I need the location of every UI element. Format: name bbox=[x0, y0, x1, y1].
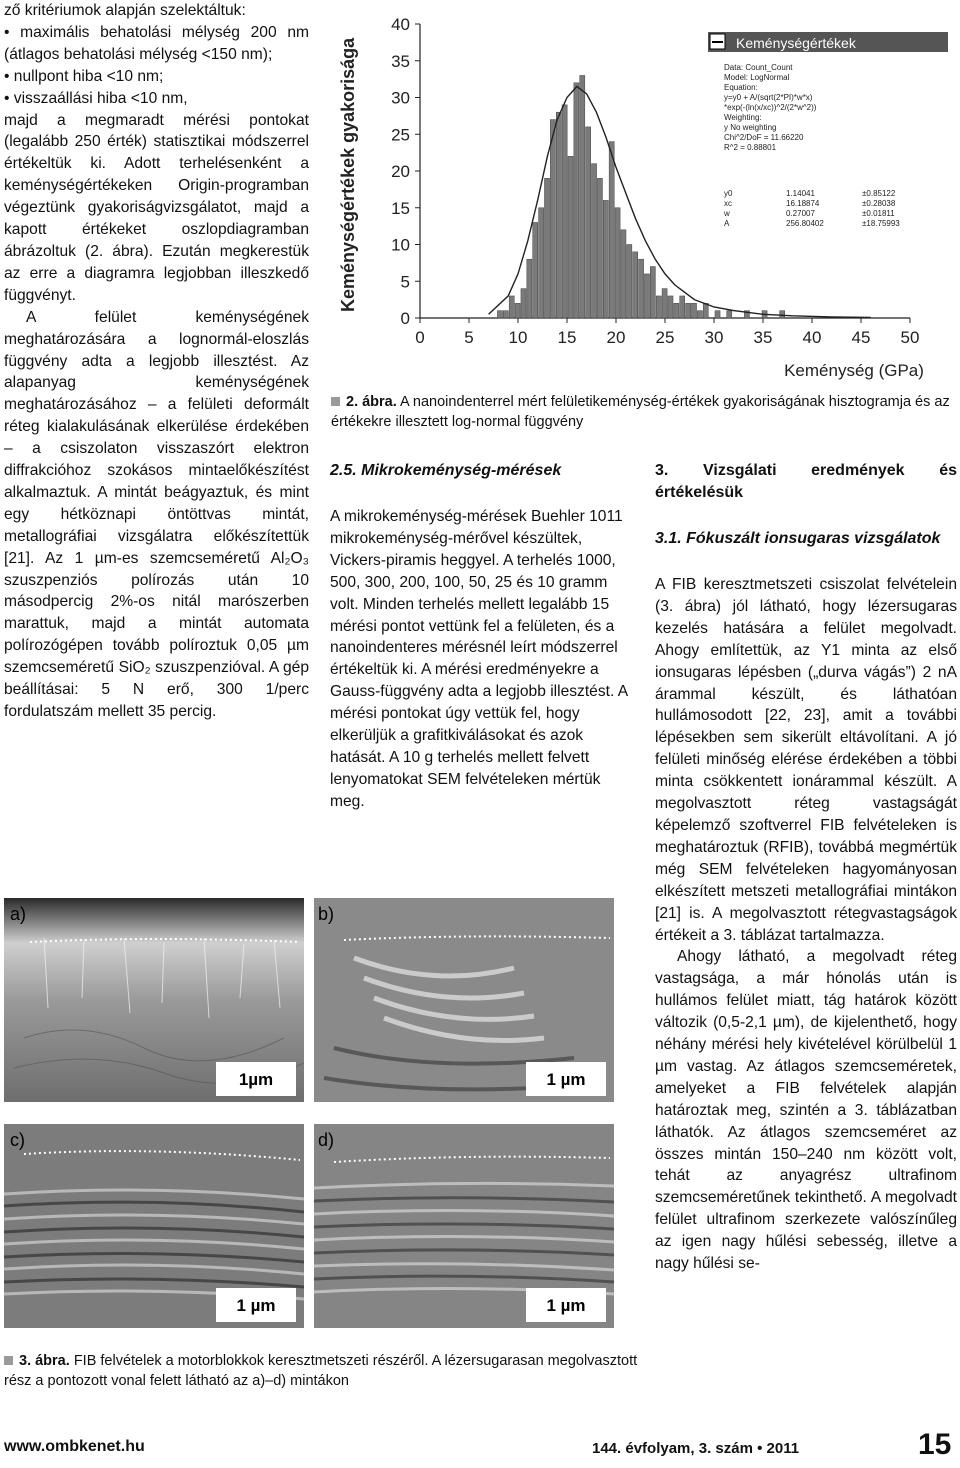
param-value: 1.14041 bbox=[786, 189, 815, 198]
histogram-bar bbox=[586, 127, 591, 318]
histogram-bar bbox=[656, 296, 661, 318]
y-tick-label: 10 bbox=[391, 235, 410, 255]
section-heading: 2.5. Mikrokeménység-mérések bbox=[330, 462, 562, 479]
middle-column bbox=[330, 460, 632, 813]
histogram-bar bbox=[644, 274, 649, 318]
histogram-bar bbox=[550, 120, 555, 318]
x-axis-label: Keménység (GPa) bbox=[784, 361, 924, 380]
paragraph: Ahogy látható, a megolvadt réteg vastagsága, a már hónolás után is hullámos felület miatt, tág határok között változik (0,5-2,1 µm), de kijelenthető, hogy néhány mérési hely kivételével körülbelül 1 µm vastag. Az átlagos szemcseméretek, amelyeket a FIB felvételek alapján határoztak meg, szintén a 3. táblázatban láthatók. Az átlagos szemcseméret az összes mintán 150–240 nm között volt, tehát az anyagrész ultrafinom szemcseméretűnek tekinthető. A megolvadt felület ultrafinom szerkezete valószínűleg az igen nagy hűlési sebesség, illetve a nagy hűlési se- bbox=[655, 948, 957, 1273]
panel-label: d) bbox=[318, 1130, 335, 1150]
param-error: ±18.75993 bbox=[862, 219, 900, 228]
journal-url[interactable]: www.ombkenet.hu bbox=[4, 1438, 145, 1455]
y-tick-label: 30 bbox=[391, 88, 410, 108]
legend-line: Weighting: bbox=[724, 113, 762, 122]
x-tick-label: 35 bbox=[753, 328, 773, 347]
caption-text: FIB felvételek a motorblokkok keresztmetszeti részéről. A lézersugarasan megolvasztott rész a pontozott vonal felett látható az a)–d) mintákon bbox=[4, 1353, 638, 1389]
histogram-bar bbox=[727, 311, 732, 318]
y-tick-label: 0 bbox=[400, 309, 410, 328]
y-tick-label: 35 bbox=[391, 51, 410, 71]
issue-info: 144. évfolyam, 3. szám • 2011 bbox=[592, 1440, 800, 1457]
caption-marker-icon bbox=[331, 397, 340, 406]
legend-line: Chi^2/DoF = 11.66220 bbox=[724, 133, 804, 142]
histogram-bar bbox=[680, 296, 685, 318]
histogram-bar bbox=[615, 208, 620, 318]
y-tick-label: 25 bbox=[391, 125, 410, 145]
histogram-bar bbox=[650, 267, 655, 318]
scale-bar-label: 1 µm bbox=[546, 1296, 586, 1315]
x-tick-label: 45 bbox=[851, 328, 871, 347]
histogram-bar bbox=[639, 259, 644, 318]
scale-bar-label: 1 µm bbox=[546, 1070, 586, 1089]
paragraph: A felület keménységének meghatározására a lognormál-eloszlás függvény adta a legjobb illesztést. Az alapanyag keménységének meghatározásához – a felületi deformált réteg kialakulásának elkerülése érdekében – a csiszolaton visszaszórt elektron diffrakcióhoz szokásos mintaelőkészítést alkalmaztuk. A mintát beágyaztuk, és mint egy hétköznapi öntöttvas mintát, metallográfiai vizsgálatra előkészítettük [21]. Az 1 µm-es szemcseméretű Al₂O₃ szuszpenziós polírozás után 10 másodpercig 2%-os nitál marószerben marattuk, majd a mintát automata polírozógépen tovább políroztuk 0,05 µm szemcseméretű SiO₂ szuszpenzióval. A gép beállításai: 5 N erő, 300 1/perc fordulatszám mellett 35 percig. bbox=[4, 308, 309, 720]
legend-line: R^2 = 0.88801 bbox=[724, 143, 777, 152]
histogram-bar bbox=[715, 311, 720, 318]
param-name: xc bbox=[724, 199, 732, 208]
x-tick-label: 30 bbox=[704, 328, 724, 347]
page-number: 15 bbox=[918, 1428, 952, 1461]
panel-label: c) bbox=[10, 1130, 25, 1150]
sem-panel-b bbox=[314, 898, 614, 1102]
histogram-bar bbox=[691, 303, 696, 318]
histogram-bar bbox=[603, 200, 608, 318]
caption-text: A nanoindenterrel mért felületikeménység-értékek gyakoriságának hisztogramja és az értékekre illesztett log-normal függvény bbox=[331, 394, 950, 430]
sem-panel-a bbox=[4, 898, 304, 1102]
caption-marker-icon bbox=[4, 1356, 13, 1365]
x-tick-label: 20 bbox=[606, 328, 626, 347]
histogram-bar bbox=[521, 289, 526, 318]
legend-line: y No weighting bbox=[724, 123, 777, 132]
bullet-item: • visszaállási hiba <10 nm, bbox=[4, 88, 309, 110]
param-error: ±0.28038 bbox=[862, 199, 896, 208]
histogram-bar bbox=[527, 259, 532, 318]
paragraph: majd a megmaradt mérési pontokat (legalább 250 érték) statisztikai módszerrel értékeltük ki. Adott terhelésenként a keménységértékeken Origin-programban végeztünk gyakoriságvizsgálatot, majd a kapott értékeket oszlopdiagramban ábrázoltuk (2. ábra). Ezután megkerestük az erre a diagramra legjobban illeszkedő függvényt. bbox=[4, 111, 309, 304]
histogram-bar bbox=[597, 178, 602, 318]
histogram-bar bbox=[503, 311, 508, 318]
bullet-item: • nullpont hiba <10 nm; bbox=[4, 66, 309, 88]
left-column bbox=[4, 0, 309, 723]
histogram-bar bbox=[544, 178, 549, 318]
param-name: w bbox=[724, 209, 730, 218]
histogram-bar bbox=[668, 296, 673, 318]
paragraph: A mikrokeménység-mérések Buehler 1011 mikrokeménység-mérővel készültek, Vickers-piramis heggyel. A terhelés 1000, 500, 300, 200, 100, 50, 25 és 10 gramm volt. Minden terhelés mellett legalább 15 mérési pontot vettünk fel a felületen, és a nanoindenteres mérésnél leírt módszerrel értékeltük ki. A mérési eredményekre a Gauss-függvény adta a legjobb illesztést. A mérési pontokat úgy vettük fel, hogy elkerüljük a grafitkiválásokat és azok hatását. A 10 g terhelés mellett felvett lenyomatokat SEM felvételeken mértük meg. bbox=[330, 508, 628, 810]
figure-3-caption bbox=[4, 1351, 644, 1391]
bullet-item: • maximális behatolási mélység 200 nm (átlagos behatolási mélység <150 nm); bbox=[4, 22, 309, 66]
histogram-bar bbox=[533, 222, 538, 318]
sem-panel-c bbox=[4, 1124, 304, 1328]
legend-title: Keménységértékek bbox=[736, 35, 856, 51]
param-name: y0 bbox=[724, 189, 733, 198]
y-tick-label: 5 bbox=[400, 272, 410, 292]
x-tick-label: 25 bbox=[655, 328, 675, 347]
param-name: A bbox=[724, 219, 730, 228]
legend-line: y=y0 + A/(sqrt(2*PI)*w*x) bbox=[724, 93, 813, 102]
hardness-histogram-chart bbox=[326, 0, 960, 388]
histogram-bar bbox=[703, 303, 708, 318]
x-tick-label: 50 bbox=[900, 328, 920, 347]
param-value: 16.18874 bbox=[786, 199, 820, 208]
legend-line: *exp(-(ln(x/xc))^2/(2*w^2)) bbox=[724, 103, 817, 112]
scale-bar-label: 1µm bbox=[238, 1070, 274, 1089]
x-tick-label: 40 bbox=[802, 328, 822, 347]
legend-line: Model: LogNormal bbox=[724, 73, 790, 82]
paragraph: A FIB keresztmetszeti csiszolat felvételein (3. ábra) jól látható, hogy lézersugaras kezelés hatására a felület megolvadt. Ahogy említettük, az Y1 minta az első ionsugaras lépésben („durva vágás”) 2 nA árammal készült, és láthatóan hullámosodott [22, 23], amit a további lépésekben sem sikerült eltávolítani. A jó felületi minőség elérése érdekében a többi minta csökkentett ionárammal készült. A megolvasztott réteg vastagságát képelemző szoftverrel FIB felvételeken is meghatároztuk (RFIB), továbbá megmértük még SEM felvételeken hagyományosan elkészített metszeti metallográfiai mintákon [21] is. A megolvasztott rétegvastagságok értékeit a 3. táblázat tartalmazza. bbox=[655, 576, 957, 944]
histogram-bar bbox=[509, 296, 514, 318]
param-error: ±0.85122 bbox=[862, 189, 896, 198]
histogram-bar bbox=[633, 252, 638, 318]
histogram-bar bbox=[556, 112, 561, 318]
caption-label: 3. ábra. bbox=[19, 1353, 70, 1369]
histogram-bar bbox=[539, 208, 544, 318]
x-tick-label: 10 bbox=[508, 328, 528, 347]
histogram-bar bbox=[627, 245, 632, 319]
histogram-bar bbox=[497, 311, 502, 318]
x-tick-label: 0 bbox=[415, 328, 425, 347]
histogram-bar bbox=[562, 105, 567, 318]
param-value: 256.80402 bbox=[786, 219, 824, 228]
section-heading: 3. Vizsgálati eredmények és értékelésük bbox=[655, 462, 957, 501]
scale-bar-label: 1 µm bbox=[236, 1296, 276, 1315]
figure-3-sem-images bbox=[0, 898, 640, 1338]
histogram-bar bbox=[580, 75, 585, 318]
histogram-bar bbox=[686, 303, 691, 318]
y-tick-label: 40 bbox=[391, 15, 410, 34]
histogram-bar bbox=[515, 303, 520, 318]
histogram-bar bbox=[574, 83, 579, 318]
intro-line: ző kritériumok alapján szelektáltuk: bbox=[4, 2, 246, 19]
page-footer bbox=[0, 1410, 960, 1468]
x-tick-label: 15 bbox=[557, 328, 577, 347]
legend-line: Data: Count_Count bbox=[724, 63, 793, 72]
param-error: ±0.01811 bbox=[862, 209, 895, 218]
histogram-bar bbox=[568, 156, 573, 318]
y-tick-label: 15 bbox=[391, 198, 410, 218]
histogram-bar bbox=[662, 289, 667, 318]
x-tick-label: 5 bbox=[464, 328, 474, 347]
subsection-heading: 3.1. Fókuszált ionsugaras vizsgálatok bbox=[655, 530, 941, 547]
histogram-bar bbox=[697, 311, 702, 318]
histogram-bar bbox=[609, 142, 614, 318]
y-tick-label: 20 bbox=[391, 162, 410, 181]
histogram-bar bbox=[780, 311, 785, 318]
panel-label: a) bbox=[10, 904, 27, 924]
figure-2-caption bbox=[331, 392, 960, 432]
legend-line: Equation: bbox=[724, 83, 758, 92]
panel-label: b) bbox=[318, 904, 335, 924]
histogram-bar bbox=[592, 164, 597, 318]
histogram-bar bbox=[621, 230, 626, 318]
caption-label: 2. ábra. bbox=[346, 394, 397, 410]
sem-panel-d bbox=[314, 1124, 614, 1328]
param-value: 0.27007 bbox=[786, 209, 815, 218]
histogram-bar bbox=[674, 303, 679, 318]
right-column bbox=[655, 460, 957, 1275]
y-axis-label: Keménységértékek gyakorisága bbox=[338, 37, 358, 312]
